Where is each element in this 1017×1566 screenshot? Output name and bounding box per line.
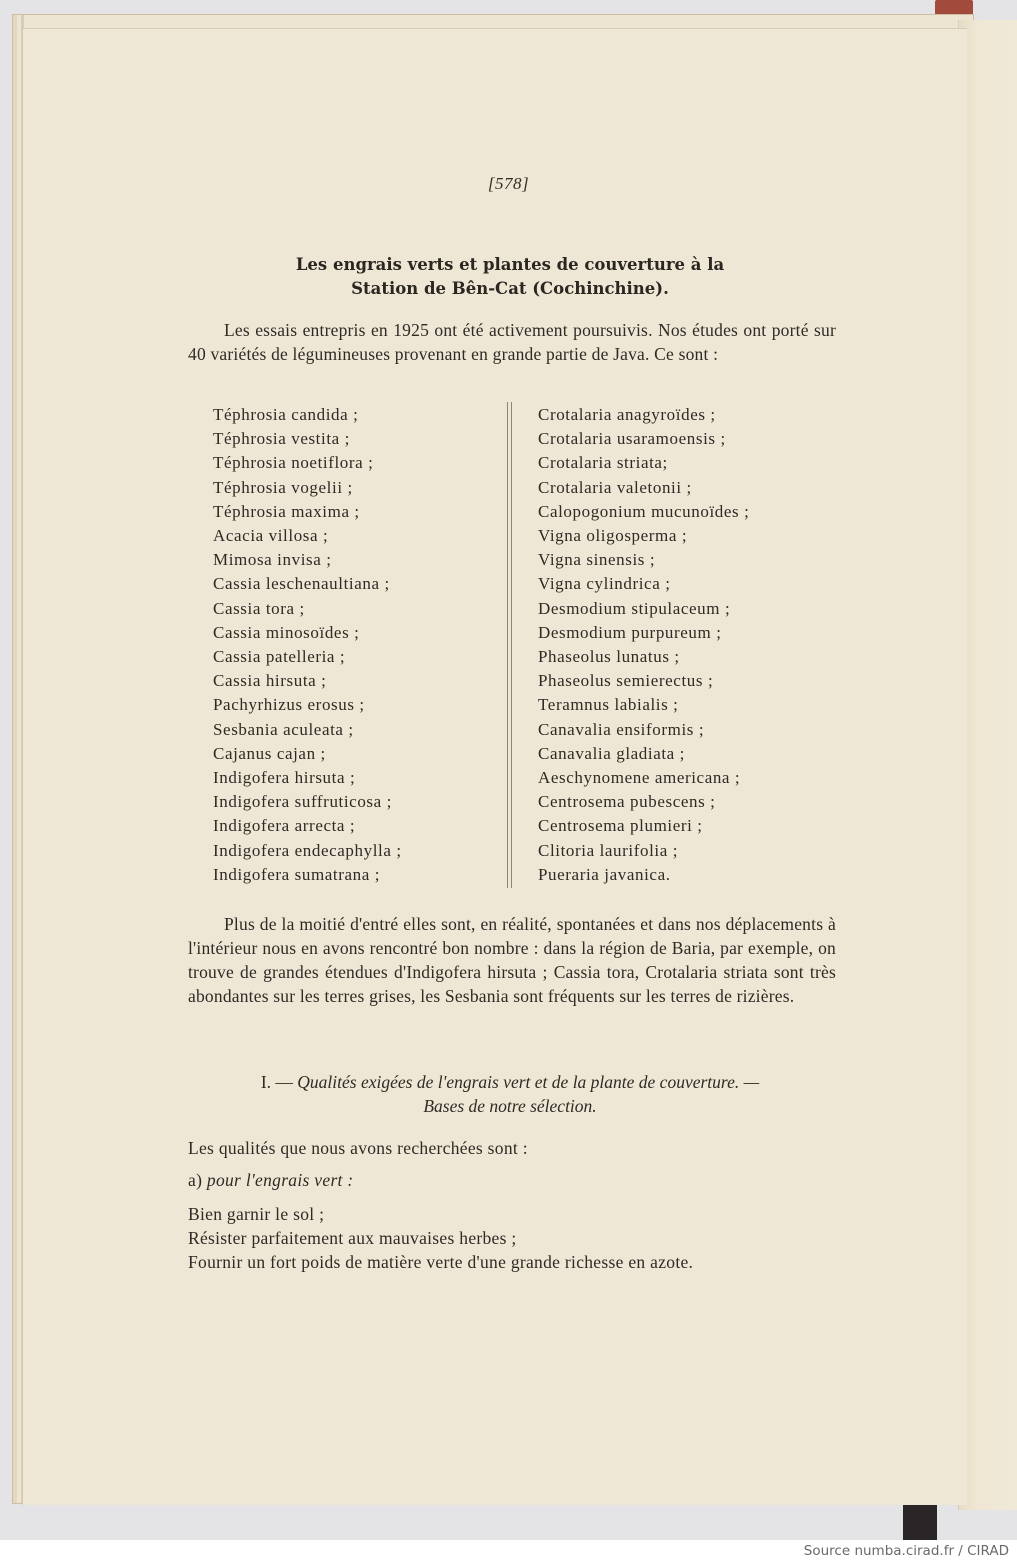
species-item: Téphrosia noetiflora ; — [213, 453, 374, 473]
species-item: Crotalaria valetonii ; — [538, 477, 692, 497]
observation-paragraph — [188, 912, 836, 1008]
species-item: Desmodium stipulaceum ; — [538, 598, 731, 618]
binding-spine-bottom — [903, 1505, 937, 1540]
section-heading — [170, 1070, 850, 1118]
species-item: Vigna oligosperma ; — [538, 526, 688, 546]
species-item: Acacia villosa ; — [213, 526, 329, 546]
species-item: Cassia minosoïdes ; — [213, 622, 360, 642]
section-heading-line-2: Bases de notre sélection. — [423, 1096, 597, 1116]
species-item: Cassia hirsuta ; — [213, 671, 327, 691]
section-title: Qualités exigées de l'engrais vert et de la plante de couverture. — — [297, 1072, 760, 1092]
species-item: Phaseolus lunatus ; — [538, 647, 680, 667]
species-item: Vigna cylindrica ; — [538, 574, 671, 594]
section-heading-line-1 — [170, 1070, 850, 1094]
species-item: Crotalaria striata; — [538, 453, 668, 473]
species-item: Indigofera sumatrana ; — [213, 864, 381, 884]
book-page — [22, 28, 967, 1505]
species-item: Centrosema plumieri ; — [538, 816, 703, 836]
subsection-a-prefix: a) — [188, 1170, 203, 1190]
source-credit: Source numba.cirad.fr / CIRAD — [803, 1543, 1009, 1559]
species-item: Cassia leschenaultiana ; — [213, 574, 390, 594]
species-item: Calopogonium mucunoïdes ; — [538, 501, 750, 521]
species-list-left — [213, 403, 402, 887]
observation-text: Plus de la moitié d'entré elles sont, en réalité, spontanées et dans nos déplacements à l'intérieur nous en avons rencontré bon nombre : dans la région de Baria, par exemple, on trouve de grandes étendues d'Indigofera hirsuta ; Cassia tora, Crotalaria striata sont très abondantes sur les terres grises, les Sesbania sont fréquents sur les terres de rizières. — [188, 914, 836, 1006]
species-item: Téphrosia vestita ; — [213, 429, 350, 449]
column-divider — [507, 402, 512, 888]
species-item: Indigofera hirsuta ; — [213, 768, 356, 788]
species-item: Clitoria laurifolia ; — [538, 840, 679, 860]
title-line-1: Les engrais verts et plantes de couverture à la — [295, 255, 725, 274]
subsection-a-label: pour l'engrais vert : — [206, 1170, 354, 1190]
quality-item: Résister parfaitement aux mauvaises herbes ; — [188, 1228, 517, 1248]
species-item: Crotalaria anagyroïdes ; — [538, 405, 716, 424]
species-item: Crotalaria usaramoensis ; — [538, 429, 726, 449]
species-item: Indigofera arrecta ; — [213, 816, 356, 836]
page-number: [578] — [487, 174, 530, 193]
section-number: I. — — [260, 1072, 293, 1092]
species-item: Canavalia gladiata ; — [538, 743, 685, 763]
intro-paragraph — [188, 318, 836, 366]
species-item: Centrosema pubescens ; — [538, 792, 716, 812]
quality-item: Fournir un fort poids de matière verte d'une grande richesse en azote. — [188, 1252, 694, 1272]
species-item: Cajanus cajan ; — [213, 743, 326, 763]
species-item: Cassia patelleria ; — [213, 647, 346, 667]
species-item: Mimosa invisa ; — [213, 550, 332, 570]
species-item: Indigofera endecaphylla ; — [213, 840, 402, 860]
quality-item: Bien garnir le sol ; — [188, 1204, 325, 1224]
species-item: Téphrosia candida ; — [213, 405, 359, 424]
species-item: Aeschynomene americana ; — [538, 768, 741, 788]
subsection-a — [188, 1168, 354, 1192]
species-item: Phaseolus semierectus ; — [538, 671, 714, 691]
species-item: Canavalia ensiformis ; — [538, 719, 705, 739]
species-item: Téphrosia vogelii ; — [213, 477, 353, 497]
species-item: Cassia tora ; — [213, 598, 305, 618]
qualities-list — [188, 1202, 693, 1274]
species-item: Sesbania aculeata ; — [213, 719, 354, 739]
species-item: Pueraria javanica. — [538, 864, 671, 884]
article-title — [170, 253, 850, 301]
qualities-intro: Les qualités que nous avons recherchées sont : — [188, 1138, 528, 1158]
species-item: Indigofera suffruticosa ; — [213, 792, 392, 812]
species-list-right — [538, 403, 749, 887]
species-item: Téphrosia maxima ; — [213, 501, 360, 521]
species-item: Teramnus labialis ; — [538, 695, 679, 715]
intro-text: Les essais entrepris en 1925 ont été activement poursuivis. Nos études ont porté sur 40 variétés de légumineuses provenant en grande partie de Java. Ce sont : — [188, 320, 836, 364]
title-line-2: Station de Bên-Cat (Cochinchine). — [351, 279, 669, 298]
species-item: Vigna sinensis ; — [538, 550, 656, 570]
species-item: Pachyrhizus erosus ; — [213, 695, 365, 715]
species-item: Desmodium purpureum ; — [538, 622, 722, 642]
